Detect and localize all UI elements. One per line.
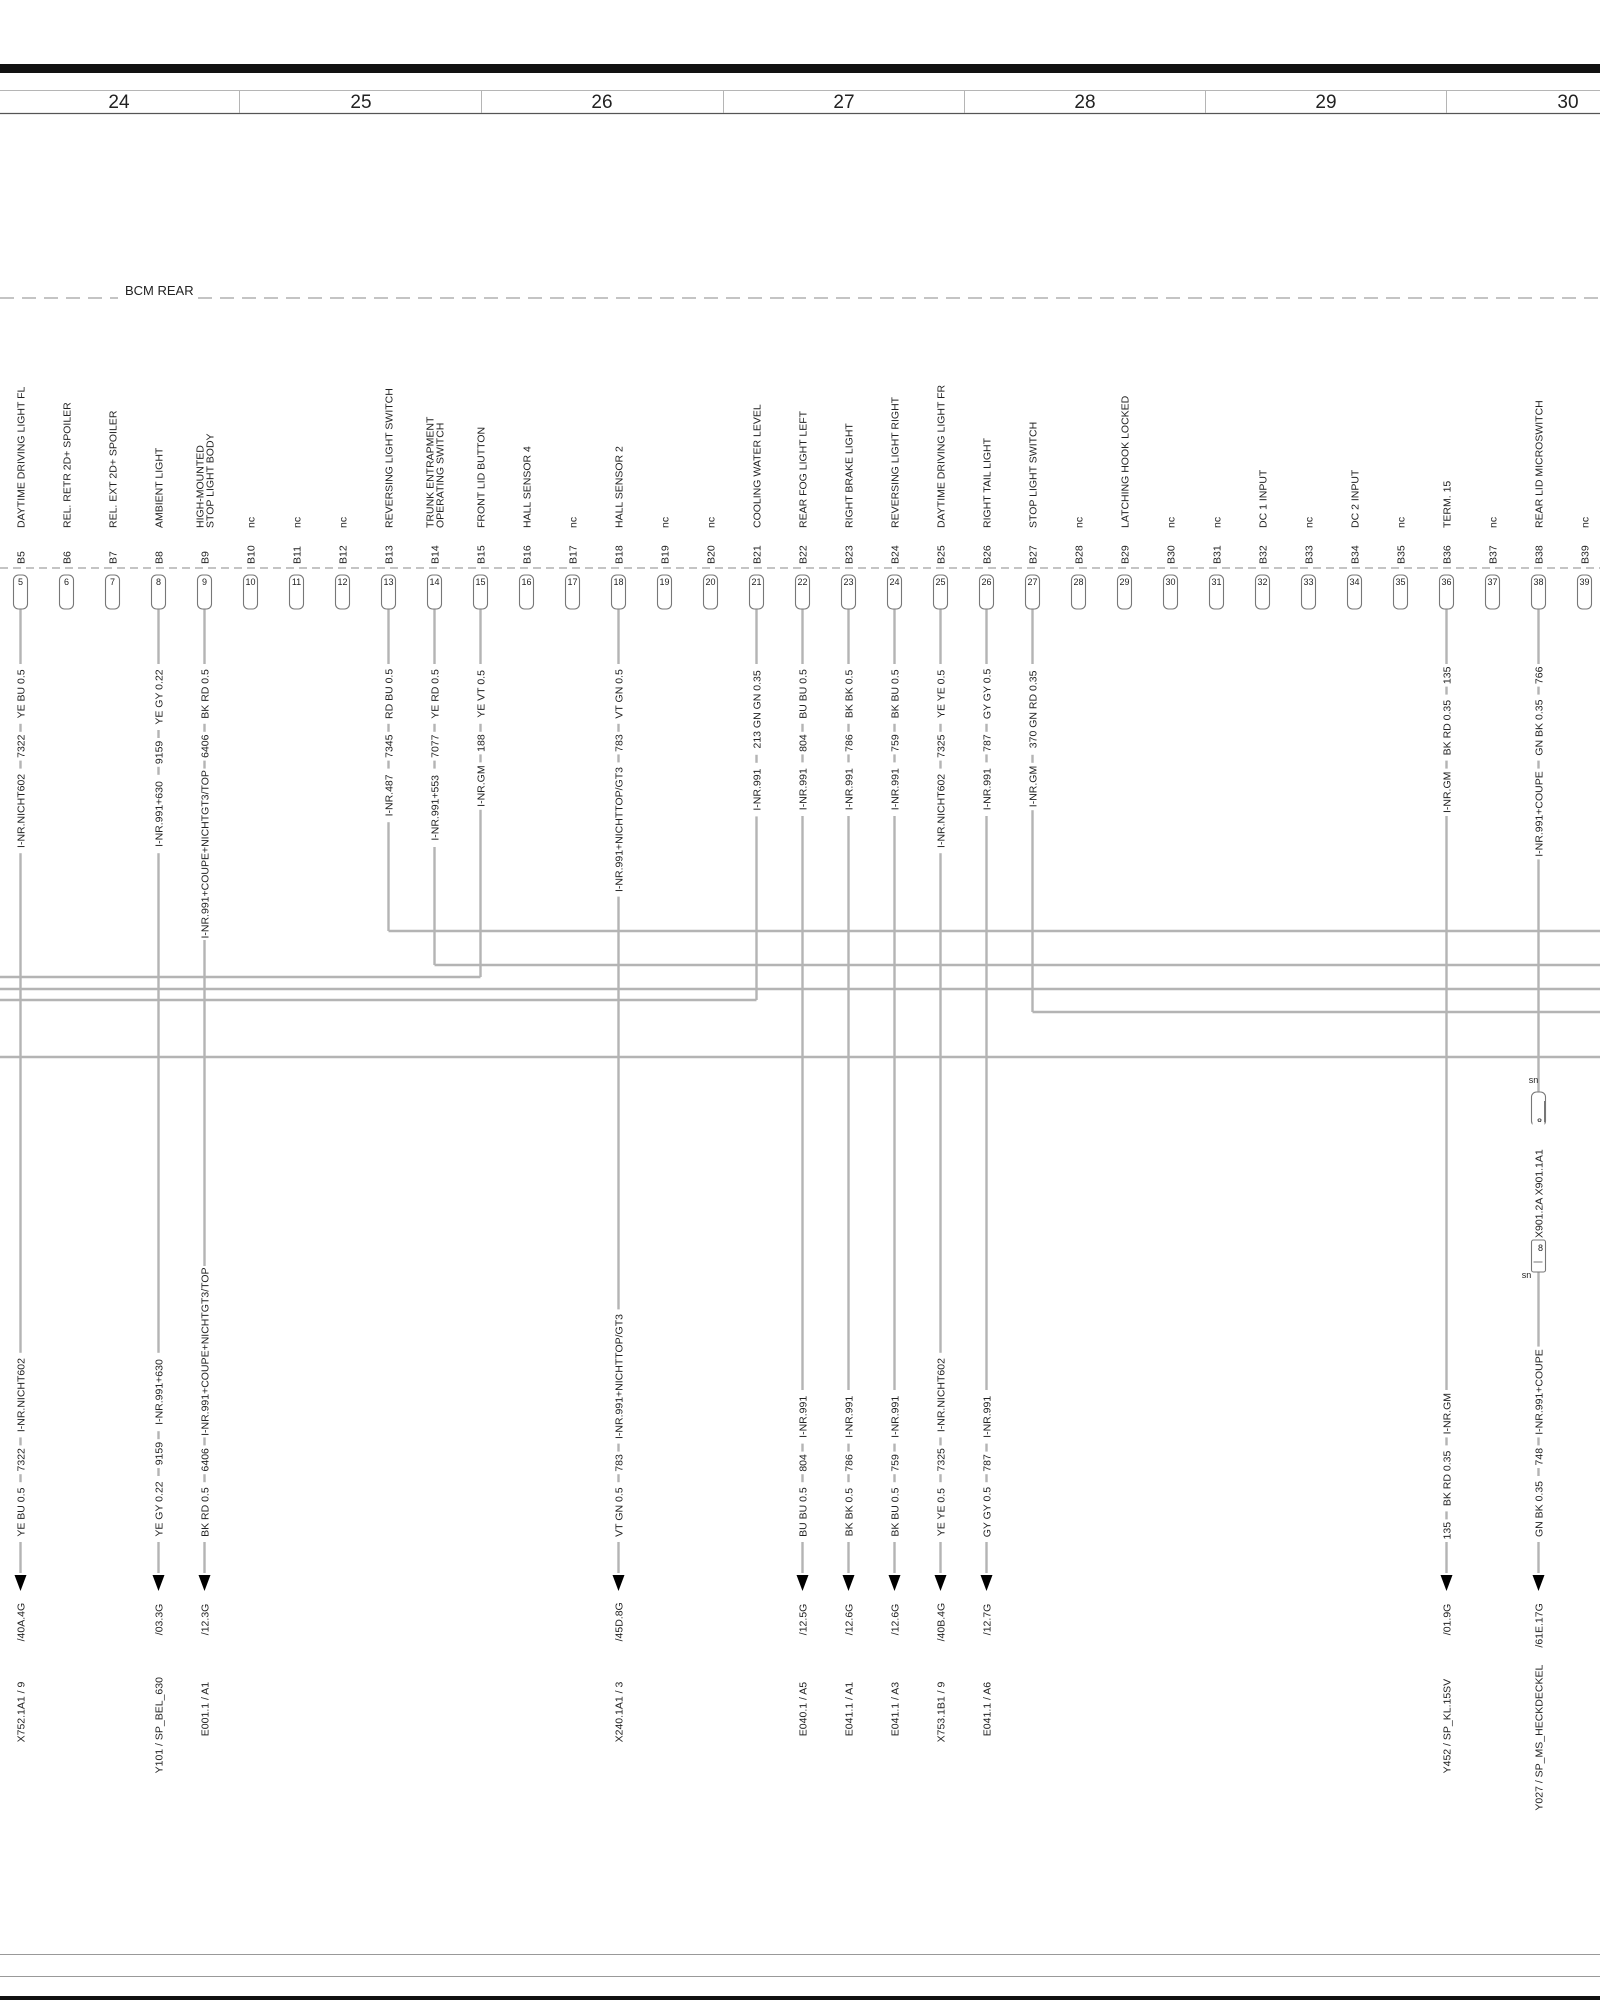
- connector-pin-b26[interactable]: [980, 437, 994, 609]
- pin-number: 26: [981, 577, 992, 587]
- pin-number: 31: [1211, 577, 1222, 587]
- pin-function-label: DAYTIME DRIVING LIGHT FR: [935, 384, 948, 528]
- pin-number: 12: [337, 577, 348, 587]
- pin-function-label: nc: [245, 516, 258, 528]
- column-number: 30: [1557, 92, 1579, 113]
- pin-function-label: nc: [1395, 516, 1408, 528]
- pin-number: 19: [659, 577, 670, 587]
- wire-b8: [153, 609, 166, 1773]
- wire-continuation-arrow[interactable]: [199, 1575, 211, 1591]
- pin-number: 14: [429, 577, 440, 587]
- wire-lower-label: I-NR.991: [889, 1395, 902, 1438]
- connector-pin-b7[interactable]: [106, 410, 120, 609]
- wire-b36: [1441, 609, 1454, 1773]
- wire-upper-label: I-NR.991: [751, 768, 764, 811]
- connector-pin-b33[interactable]: [1302, 517, 1316, 609]
- pin-code-label: B21: [751, 545, 764, 564]
- pin-number: 9: [201, 577, 208, 587]
- pin-function-label: DC 2 INPUT: [1349, 469, 1362, 528]
- connector-pin-b13[interactable]: [382, 388, 396, 609]
- pin-number: 8: [155, 577, 162, 587]
- inline-connector-name: X901.2A X901.1A1: [1533, 1149, 1546, 1238]
- connector-pin-b38[interactable]: [1532, 400, 1546, 609]
- wire-upper-label: BU BU 0.5: [797, 669, 810, 719]
- wire-destination-component: E041.1 / A6: [981, 1681, 994, 1737]
- wire-upper-label: I-NR.NICHT602: [935, 773, 948, 848]
- wire-lower-label: I-NR.991+COUPE+NICHTGT3/TOP: [199, 1267, 212, 1436]
- wire-upper-label: 9159: [153, 740, 166, 765]
- pin-number: 7: [109, 577, 116, 587]
- top-border-bar: [0, 64, 1600, 73]
- pin-function-label: REAR FOG LIGHT LEFT: [797, 410, 810, 528]
- pin-function-label: nc: [1487, 516, 1500, 528]
- pin-code-label: B25: [935, 545, 948, 564]
- pin-code-label: B13: [383, 545, 396, 564]
- pin-code-label: B17: [567, 545, 580, 564]
- wire-lower-label: BK BU 0.5: [889, 1487, 902, 1537]
- wire-lower-label: 135: [1441, 1521, 1454, 1540]
- wire-lower-label: 783: [613, 1454, 626, 1472]
- wire-upper-label: 7345: [383, 734, 396, 758]
- pin-function-label: HIGH-MOUNTED: [194, 445, 207, 528]
- connector-pin-b15[interactable]: [474, 427, 488, 609]
- pin-number: 33: [1303, 577, 1314, 587]
- wire-b15: [475, 609, 488, 977]
- wire-upper-label: 7325: [935, 734, 948, 758]
- pin-function-label: DAYTIME DRIVING LIGHT FL: [15, 386, 28, 528]
- pin-number: 13: [383, 577, 394, 587]
- pin-function-label: REAR LID MICROSWITCH: [1533, 400, 1546, 528]
- pin-function-label: DC 1 INPUT: [1257, 469, 1270, 528]
- wire-destination-component: E041.1 / A3: [889, 1681, 902, 1737]
- wire-continuation-arrow[interactable]: [1441, 1575, 1453, 1591]
- wire-lower-label: I-NR.991: [843, 1395, 856, 1438]
- connector-pin-b5[interactable]: [14, 386, 28, 609]
- wire-upper-label: 135: [1441, 666, 1454, 685]
- wire-lower-label: I-NR.991+COUPE: [1533, 1349, 1546, 1435]
- wire-page-reference: /45D.8G: [613, 1602, 626, 1642]
- pin-code-label: B15: [475, 545, 488, 564]
- wire-lower-label: 7325: [935, 1448, 948, 1472]
- wire-lower-label: BK RD 0.5: [199, 1487, 212, 1537]
- column-number: 29: [1315, 92, 1337, 113]
- inline-connector-pin: 8: [1537, 1243, 1544, 1253]
- wire-continuation-arrow[interactable]: [889, 1575, 901, 1591]
- pin-function-label: nc: [1211, 516, 1224, 528]
- pin-number: 22: [797, 577, 808, 587]
- pin-function-label: STOP LIGHT SWITCH: [1027, 421, 1040, 528]
- wire-upper-label: I-NR.487: [383, 774, 396, 817]
- wire-lower-label: YE GY 0.22: [153, 1481, 166, 1537]
- pin-code-label: B18: [613, 545, 626, 564]
- wire-page-reference: /12.7G: [981, 1603, 994, 1636]
- wire-continuation-arrow[interactable]: [1533, 1575, 1545, 1591]
- pin-code-label: B19: [659, 545, 672, 564]
- wire-continuation-arrow[interactable]: [981, 1575, 993, 1591]
- wire-b5: [15, 609, 28, 1742]
- inline-connector-marker: sn: [1521, 1270, 1532, 1280]
- wire-destination-component: X753.1B1 / 9: [935, 1681, 948, 1743]
- connector-pin-b25[interactable]: [934, 384, 948, 609]
- pin-function-label: FRONT LID BUTTON: [475, 426, 488, 528]
- wire-b9: [199, 609, 212, 1736]
- pin-code-label: B24: [889, 545, 902, 564]
- pin-code-label: B16: [521, 545, 534, 564]
- wire-upper-label: YE VT 0.5: [475, 670, 488, 718]
- pin-number: 18: [613, 577, 624, 587]
- connector-pin-b27[interactable]: [1026, 422, 1040, 609]
- pin-number: 25: [935, 577, 946, 587]
- wire-b24: [889, 609, 902, 1736]
- wire-upper-label: I-NR.GM: [1441, 771, 1454, 814]
- connector-pin-b37[interactable]: [1486, 517, 1500, 609]
- pin-function-label: STOP LIGHT BODY: [204, 433, 217, 528]
- wire-continuation-arrow[interactable]: [843, 1575, 855, 1591]
- connector-pin-b23[interactable]: [842, 423, 856, 609]
- connector-pin-b32[interactable]: [1256, 469, 1270, 609]
- wire-b22: [797, 609, 810, 1736]
- pin-function-label: LATCHING HOOK LOCKED: [1119, 395, 1132, 528]
- pin-number: 6: [63, 577, 70, 587]
- wire-upper-label: I-NR.991+COUPE+NICHTGT3/TOP: [199, 770, 212, 939]
- pin-function-label: nc: [705, 516, 718, 528]
- wire-lower-label: YE YE 0.5: [935, 1487, 948, 1537]
- wire-upper-label: I-NR.GM: [475, 765, 488, 807]
- connector-pin-b14[interactable]: [425, 416, 447, 609]
- wire-page-reference: /12.6G: [843, 1603, 856, 1636]
- pin-code-label: B34: [1349, 545, 1362, 564]
- wire-destination-component: X752.1A1 / 9: [15, 1681, 28, 1743]
- wire-upper-label: VT GN 0.5: [613, 669, 626, 719]
- wire-page-reference: /40B.4G: [935, 1602, 948, 1642]
- bcm-title: BCM REAR: [125, 283, 194, 298]
- pin-number: 23: [843, 577, 854, 587]
- pin-code-label: B12: [337, 545, 350, 564]
- connector-pin-b31[interactable]: [1210, 517, 1224, 609]
- pin-code-label: B7: [107, 551, 120, 564]
- pin-code-label: B31: [1211, 545, 1224, 564]
- wire-b13: [383, 609, 396, 931]
- connector-pin-b8[interactable]: [152, 447, 166, 609]
- connector-pin-b11[interactable]: [290, 517, 304, 609]
- column-number: 28: [1074, 92, 1096, 113]
- pin-code-label: B33: [1303, 545, 1316, 564]
- pin-function-label: nc: [337, 516, 350, 528]
- bottom-border-bar: [0, 1996, 1600, 2000]
- pin-function-label: REVERSING LIGHT RIGHT: [889, 396, 902, 528]
- pin-number: 20: [705, 577, 716, 587]
- pin-function-label: HALL SENSOR 2: [613, 446, 626, 528]
- wire-lower-label: I-NR.991: [981, 1395, 994, 1438]
- pin-code-label: B22: [797, 545, 810, 564]
- wire-destination-component: Y027 / SP_MS_HECKDECKEL: [1533, 1664, 1546, 1811]
- wire-upper-label: I-NR.991: [843, 768, 856, 811]
- connector-pin-b24[interactable]: [888, 396, 902, 609]
- wire-upper-label: I-NR.991+553: [429, 774, 442, 841]
- wire-upper-label: 804: [797, 734, 810, 752]
- wire-lower-label: BK RD 0.35: [1441, 1450, 1454, 1507]
- pin-number: 38: [1533, 577, 1544, 587]
- pin-number: 11: [291, 577, 302, 587]
- wire-upper-label: GN BK 0.35: [1533, 699, 1546, 756]
- pin-code-label: B20: [705, 545, 718, 564]
- connector-pin-b6[interactable]: [60, 402, 74, 609]
- inline-connector-marker: sn: [1528, 1075, 1539, 1085]
- wire-upper-label: 786: [843, 734, 856, 752]
- wire-upper-label: 188: [475, 734, 488, 752]
- wire-lower-label: 787: [981, 1454, 994, 1472]
- wire-continuation-arrow[interactable]: [613, 1575, 625, 1591]
- wire-b26: [981, 609, 994, 1736]
- pin-function-label: TRUNK ENTRAPMENT: [424, 416, 437, 528]
- pin-code-label: B36: [1441, 545, 1454, 564]
- wire-upper-label: YE GY 0.22: [153, 669, 166, 725]
- pin-function-label: nc: [659, 516, 672, 528]
- wire-page-reference: /40A.4G: [15, 1602, 28, 1642]
- wire-upper-label: GY GY 0.5: [981, 668, 994, 720]
- pin-code-label: B23: [843, 545, 856, 564]
- pin-number: 34: [1349, 577, 1360, 587]
- wire-b23: [843, 609, 856, 1736]
- wire-upper-label: YE RD 0.5: [429, 669, 442, 719]
- connector-pin-b12[interactable]: [336, 517, 350, 609]
- pin-function-label: REL. RETR 2D+ SPOILER: [61, 402, 74, 528]
- pin-function-label: nc: [1165, 516, 1178, 528]
- pin-number: 24: [889, 577, 900, 587]
- pin-code-label: B6: [61, 551, 74, 564]
- pin-function-label: REL. EXT 2D+ SPOILER: [107, 410, 120, 528]
- wire-upper-label: I-NR.991+COUPE: [1533, 771, 1546, 857]
- pin-function-label: REVERSING LIGHT SWITCH: [383, 388, 396, 528]
- wire-upper-label: BK BK 0.5: [843, 669, 856, 719]
- pin-function-label: RIGHT BRAKE LIGHT: [843, 423, 856, 528]
- pin-code-label: B39: [1579, 545, 1592, 564]
- wire-upper-label: 213 GN GN 0.35: [751, 670, 764, 749]
- pin-function-label: nc: [1579, 516, 1592, 528]
- pin-function-label: AMBIENT LIGHT: [153, 447, 166, 528]
- pin-number: 17: [567, 577, 578, 587]
- connector-pin-b34[interactable]: [1348, 469, 1362, 609]
- wire-lower-label: 786: [843, 1454, 856, 1472]
- pin-number: 21: [751, 577, 762, 587]
- pin-number: 10: [245, 577, 256, 587]
- wire-lower-label: 748: [1533, 1447, 1546, 1466]
- pin-number: 37: [1487, 577, 1498, 587]
- wire-lower-label: I-NR.991+NICHTTOP/GT3: [613, 1314, 626, 1439]
- wire-lower-label: I-NR.NICHT602: [935, 1358, 948, 1433]
- wire-continuation-arrow[interactable]: [935, 1575, 947, 1591]
- wire-lower-label: 759: [889, 1454, 902, 1472]
- pin-function-label: OPERATING SWITCH: [434, 422, 447, 528]
- wire-continuation-arrow[interactable]: [797, 1575, 809, 1591]
- pin-code-label: B14: [429, 545, 442, 564]
- pin-function-label: nc: [1073, 516, 1086, 528]
- wire-lower-label: VT GN 0.5: [613, 1487, 626, 1537]
- pin-code-label: B5: [15, 551, 28, 564]
- connector-pin-b22[interactable]: [796, 410, 810, 609]
- pin-number: 5: [17, 577, 24, 587]
- wire-upper-label: I-NR.991: [981, 768, 994, 811]
- wire-upper-label: I-NR.GM: [1027, 765, 1040, 808]
- connector-pin-b30[interactable]: [1164, 517, 1178, 609]
- wire-destination-component: E040.1 / A5: [797, 1681, 810, 1737]
- pin-code-label: B28: [1073, 545, 1086, 564]
- wire-lower-label: GY GY 0.5: [981, 1486, 994, 1538]
- pin-function-label: RIGHT TAIL LIGHT: [981, 437, 994, 528]
- wire-upper-label: 787: [981, 734, 994, 752]
- wire-upper-label: 370 GN RD 0.35: [1027, 670, 1040, 749]
- wire-b14: [429, 609, 442, 965]
- wire-upper-label: 6406: [199, 734, 212, 758]
- pin-number: 32: [1257, 577, 1268, 587]
- wire-page-reference: /12.6G: [889, 1603, 902, 1636]
- column-number: 24: [108, 92, 130, 113]
- pin-function-label: nc: [291, 516, 304, 528]
- wire-upper-label: I-NR.991: [797, 768, 810, 811]
- pin-code-label: B27: [1027, 545, 1040, 564]
- wire-lower-label: 804: [797, 1454, 810, 1472]
- wire-upper-label: 766: [1533, 666, 1546, 685]
- wire-b18: [613, 609, 626, 1742]
- wire-destination-component: Y101 / SP_BEL_630: [153, 1677, 166, 1774]
- column-number: 26: [591, 92, 613, 113]
- pin-code-label: B37: [1487, 545, 1500, 564]
- wire-upper-label: YE BU 0.5: [15, 669, 28, 719]
- wire-upper-label: 759: [889, 734, 902, 752]
- wire-upper-label: BK RD 0.5: [199, 669, 212, 719]
- connector-pin-b18[interactable]: [612, 446, 626, 609]
- wire-lower-label: BK BK 0.5: [843, 1487, 856, 1537]
- wire-lower-label: 6406: [199, 1448, 212, 1472]
- connector-pin-b20[interactable]: [704, 517, 718, 609]
- wire-destination-component: X240.1A1 / 3: [613, 1681, 626, 1743]
- wire-continuation-arrow[interactable]: [15, 1575, 27, 1591]
- pin-number: 16: [521, 577, 532, 587]
- wire-b21: [751, 609, 764, 1000]
- pin-function-label: HALL SENSOR 4: [521, 446, 534, 528]
- pin-number: 30: [1165, 577, 1176, 587]
- column-number: 27: [833, 92, 855, 113]
- wire-upper-label: I-NR.991: [889, 768, 902, 811]
- connector-pin-b39[interactable]: [1578, 517, 1592, 609]
- connector-pin-b21[interactable]: [750, 404, 764, 609]
- wire-destination-component: Y452 / SP_KL.15SV: [1441, 1678, 1454, 1774]
- pin-code-label: B32: [1257, 545, 1270, 564]
- wire-b25: [935, 609, 948, 1742]
- pin-code-label: B26: [981, 545, 994, 564]
- wire-lower-label: I-NR.991+630: [153, 1359, 166, 1425]
- connector-pin-b29[interactable]: [1118, 395, 1132, 609]
- pin-number: 36: [1441, 577, 1452, 587]
- pin-function-label: nc: [567, 516, 580, 528]
- pin-code-label: B35: [1395, 545, 1408, 564]
- wire-page-reference: /03.3G: [153, 1603, 166, 1636]
- pin-function-label: TERM. 15: [1441, 480, 1454, 528]
- connector-pin-b16[interactable]: [520, 446, 534, 609]
- wire-lower-label: I-NR.NICHT602: [15, 1358, 28, 1433]
- connector-pin-b36[interactable]: [1440, 481, 1454, 609]
- wire-destination-component: E001.1 / A1: [199, 1681, 212, 1737]
- wire-upper-label: I-NR.991+NICHTTOP/GT3: [613, 767, 626, 892]
- connector-pin-b35[interactable]: [1394, 517, 1408, 609]
- connector-pin-b28[interactable]: [1072, 517, 1086, 609]
- wire-lower-label: 9159: [153, 1441, 166, 1466]
- pin-code-label: B10: [245, 545, 258, 564]
- pin-number: 27: [1027, 577, 1038, 587]
- wire-lower-label: BU BU 0.5: [797, 1487, 810, 1537]
- pin-number: 29: [1119, 577, 1130, 587]
- pin-number: 15: [475, 577, 486, 587]
- wire-upper-label: 7322: [15, 734, 28, 758]
- pin-code-label: B30: [1165, 545, 1178, 564]
- pin-code-label: B8: [153, 551, 166, 564]
- pin-function-label: nc: [1303, 516, 1316, 528]
- connector-pin-b19[interactable]: [658, 517, 672, 609]
- connector-pin-b17[interactable]: [566, 517, 580, 609]
- wire-continuation-arrow[interactable]: [153, 1575, 165, 1591]
- wire-upper-label: BK RD 0.35: [1441, 699, 1454, 756]
- wire-page-reference: /61E.17G: [1533, 1603, 1546, 1648]
- wire-page-reference: /12.5G: [797, 1603, 810, 1636]
- connector-pin-b9[interactable]: [195, 433, 217, 609]
- wire-upper-label: BK BU 0.5: [889, 669, 902, 719]
- pin-number: 28: [1073, 577, 1084, 587]
- connector-pin-b10[interactable]: [244, 517, 258, 609]
- wire-destination-component: E041.1 / A1: [843, 1681, 856, 1737]
- wire-lower-label: I-NR.991: [797, 1395, 810, 1438]
- wire-b27: [1027, 609, 1040, 1012]
- pin-function-label: COOLING WATER LEVEL: [751, 404, 764, 528]
- wire-upper-label: YE YE 0.5: [935, 669, 948, 719]
- wire-lower-label: GN BK 0.35: [1533, 1480, 1546, 1538]
- wire-upper-label: RD BU 0.5: [383, 668, 396, 719]
- wire-lower-label: I-NR.GM: [1441, 1392, 1454, 1435]
- wire-upper-label: 7077: [429, 734, 442, 758]
- pin-number: 35: [1395, 577, 1406, 587]
- pin-number: 39: [1579, 577, 1590, 587]
- pin-code-label: B29: [1119, 545, 1132, 564]
- wire-upper-label: I-NR.991+630: [153, 781, 166, 847]
- column-number: 25: [350, 92, 372, 113]
- wire-lower-label: 7322: [15, 1448, 28, 1472]
- pin-code-label: B11: [291, 546, 304, 564]
- wire-page-reference: /01.9G: [1441, 1603, 1454, 1636]
- wire-lower-label: YE BU 0.5: [15, 1487, 28, 1537]
- pin-code-label: B38: [1533, 545, 1546, 564]
- wire-upper-label: I-NR.NICHT602: [15, 773, 28, 848]
- wire-page-reference: /12.3G: [199, 1603, 212, 1636]
- pin-code-label: B9: [199, 551, 212, 564]
- wire-upper-label: 783: [613, 734, 626, 752]
